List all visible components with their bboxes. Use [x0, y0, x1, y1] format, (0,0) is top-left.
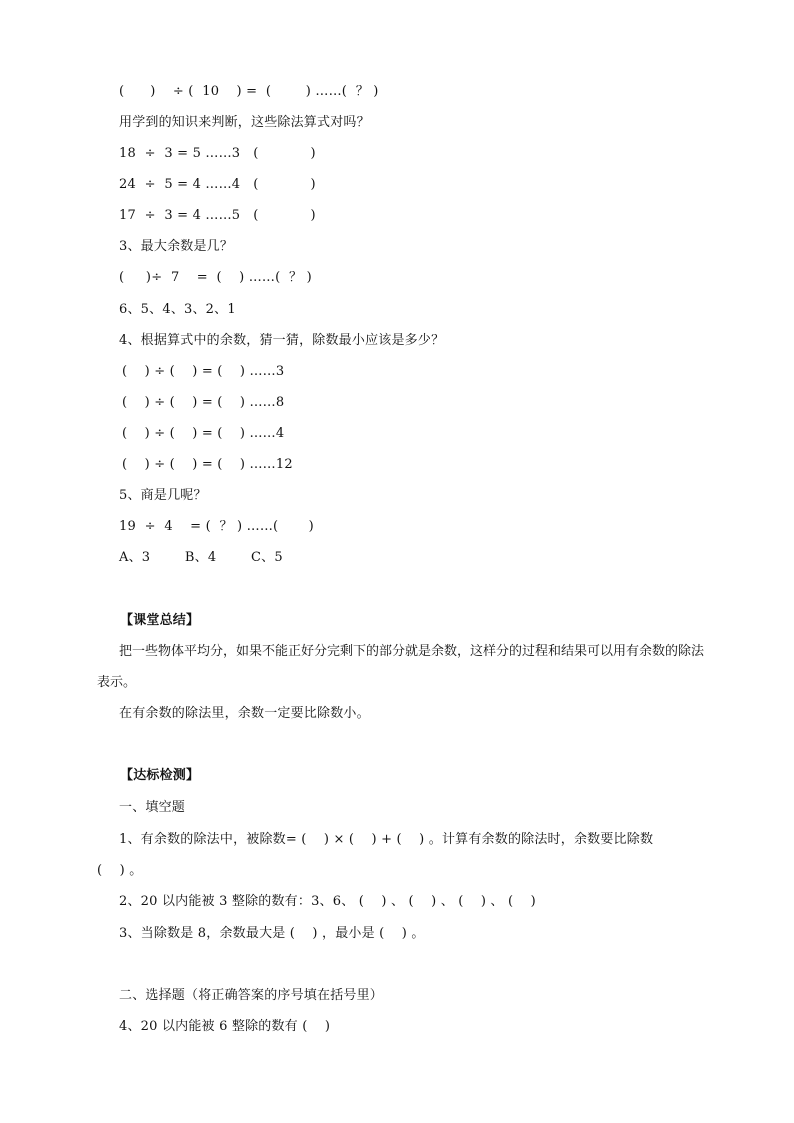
summary-heading: 【课堂总结】: [120, 613, 200, 628]
question-1-line: 1、有余数的除法中，被除数= ( ) × ( ) + ( ) 。计算有余数的除法时，余数要比除数: [119, 832, 654, 847]
section-fill-blank: 一、填空题: [119, 800, 186, 815]
summary-paragraph: 把一些物体平均分，如果不能正好分完剩下的部分就是余数，这样分的过程和结果可以用有余数的除法表示。: [97, 644, 705, 690]
division-template-line: ( )÷ 7 = ( ) ……( ？ ): [119, 270, 312, 285]
summary-paragraph: 在有余数的除法里，余数一定要比除数小。: [119, 706, 370, 721]
guess-divisor-line: ( ) ÷ ( ) = ( ) ……4: [122, 426, 285, 441]
question-4-title: 4、根据算式中的余数，猜一猜，除数最小应该是多少？: [119, 333, 445, 348]
question-5-title: 5、商是几呢？: [119, 488, 207, 503]
remainder-sequence: 6、5、4、3、2、1: [119, 302, 236, 317]
question-2-line: 2、20 以内能被 3 整除的数有：3、6、 ( ) 、 ( ) 、 ( ) 、 ( ): [119, 894, 536, 909]
question-3-line: 3、当除数是 8，余数最大是 ( ) ，最小是 ( ) 。: [119, 926, 425, 941]
answer-options: A、3 B、4 C、5: [119, 550, 283, 565]
section-multiple-choice: 二、选择题（将正确答案的序号填在括号里）: [119, 988, 384, 1003]
division-template-line: ( ) ÷ ( 10 ) = ( ) ……( ？ ): [119, 84, 379, 99]
guess-divisor-line: ( ) ÷ ( ) = ( ) ……12: [122, 457, 293, 472]
equation-line: 18 ÷ 3 = 5 ……3 ( ): [119, 146, 316, 161]
check-heading: 【达标检测】: [120, 768, 200, 783]
question-3-title: 3、最大余数是几？: [119, 239, 234, 254]
equation-line: 24 ÷ 5 = 4 ……4 ( ): [119, 177, 316, 192]
equation-line: 17 ÷ 3 = 4 ……5 ( ): [119, 208, 316, 223]
guess-divisor-line: ( ) ÷ ( ) = ( ) ……8: [122, 395, 285, 410]
judge-question-text: 用学到的知识来判断，这些除法算式对吗？: [119, 115, 370, 130]
question-1-line-continued: ( ) 。: [97, 863, 143, 878]
equation-line: 19 ÷ 4 = ( ？ ) ……( ): [119, 519, 314, 534]
guess-divisor-line: ( ) ÷ ( ) = ( ) ……3: [122, 364, 285, 379]
question-4-line: 4、20 以内能被 6 整除的数有 ( ): [119, 1019, 331, 1034]
